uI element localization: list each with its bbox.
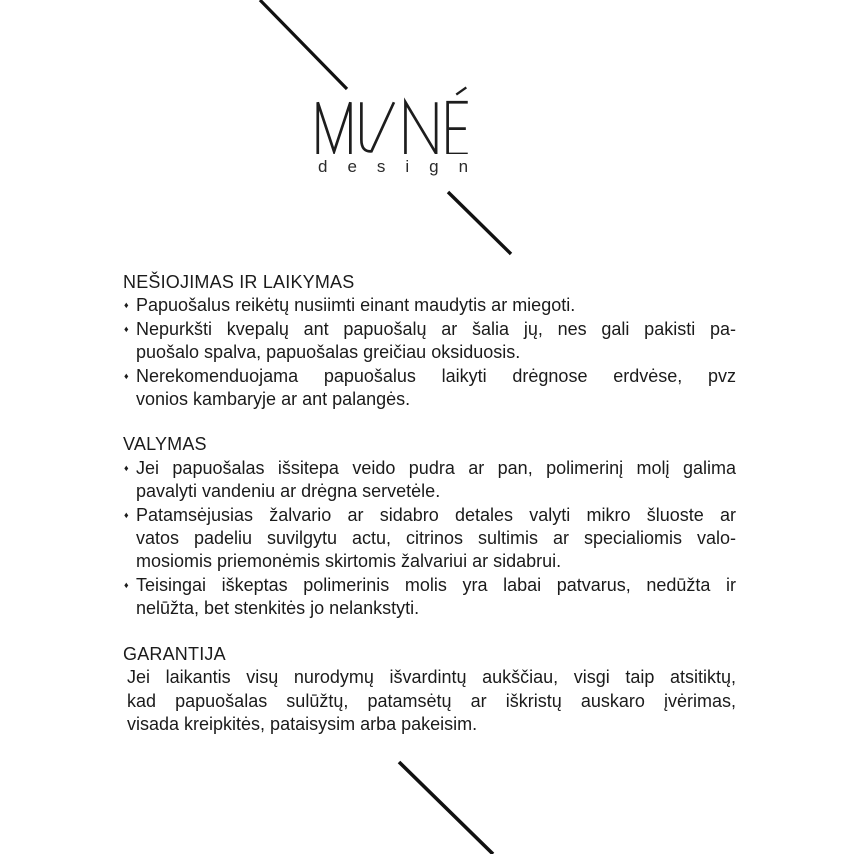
bullet-diamond-icon: ♦ [124, 323, 129, 334]
wordmark-letter-u [361, 102, 394, 151]
bullet-diamond-icon: ♦ [124, 579, 129, 590]
brand-logo [316, 85, 489, 177]
bullet-item [123, 504, 736, 574]
text-line: Jei papuošalas išsitepa veido pudra ar pan, polimerinį molį galima [136, 457, 736, 478]
text-line: Teisingai iškeptas polimerinis molis yra labai patvarus, nedūžta ir [136, 574, 736, 595]
bullet-item [123, 318, 736, 365]
wordmark-letter-m [318, 102, 351, 154]
text-line: Nerekomenduojama papuošalus laikyti drėgnose erdvėse, pvz [136, 365, 736, 386]
diagonal-line-mid [448, 192, 511, 254]
section-heading: GARANTIJA [123, 643, 226, 664]
section-heading: VALYMAS [123, 434, 207, 455]
bullet-diamond-icon: ♦ [124, 462, 129, 473]
text-line: vonios kambaryje ar ant palangės. [136, 389, 411, 410]
text-line: vatos padeliu suvilgytu actu, citrinos sultimis ar specialiomis valo- [136, 528, 736, 549]
paragraph [123, 666, 736, 736]
wordmark-letter-n [405, 102, 436, 154]
section [123, 643, 736, 737]
bullet-item [123, 457, 736, 504]
diagonal-line-bottom [399, 762, 493, 854]
section [123, 433, 736, 620]
section-heading: NEŠIOJIMAS IR LAIKYMAS [123, 272, 355, 292]
bullet-item [123, 574, 736, 621]
text-line: Patamsėjusias žalvario ar sidabro detales valyti mikro šluoste ar [136, 504, 736, 525]
diagonal-line-top [260, 0, 347, 89]
brand-subtitle: design [318, 157, 489, 176]
text-line: Jei laikantis visų nurodymų išvardintų aukščiau, visgi taip atsitiktų, [127, 667, 736, 688]
text-line: kad papuošalas sulūžtų, patamsėtų ar iškristų auskaro įvėrimas, [127, 690, 736, 711]
bullet-diamond-icon: ♦ [124, 509, 129, 520]
text-line: Papuošalus reikėtų nusiimti einant maudytis ar miegoti. [136, 295, 576, 316]
bullet-diamond-icon: ♦ [124, 370, 129, 381]
wordmark-letter-e [448, 102, 468, 154]
text-line: puošalo spalva, papuošalas greičiau oksiduosis. [136, 342, 521, 363]
text-line: pavalyti vandeniu ar drėgna servetėle. [136, 481, 441, 502]
text-line: Nepurkšti kvepalų ant papuošalų ar šalia jų, nes gali pakisti pa- [136, 318, 736, 339]
section [123, 271, 736, 411]
bullet-diamond-icon: ♦ [124, 300, 129, 311]
brand-wordmark-icon [316, 85, 470, 154]
wordmark-accent [456, 87, 466, 94]
bullet-item [123, 365, 736, 412]
text-line: nelūžta, bet stenkitės jo nelankstyti. [136, 598, 420, 619]
bullet-item [123, 294, 736, 317]
care-instructions-text [123, 271, 736, 736]
text-line: visada kreipkitės, pataisysim arba pakeisim. [127, 713, 478, 734]
text-line: mosiomis priemonėmis skirtomis žalvariui ar sidabrui. [136, 551, 562, 572]
